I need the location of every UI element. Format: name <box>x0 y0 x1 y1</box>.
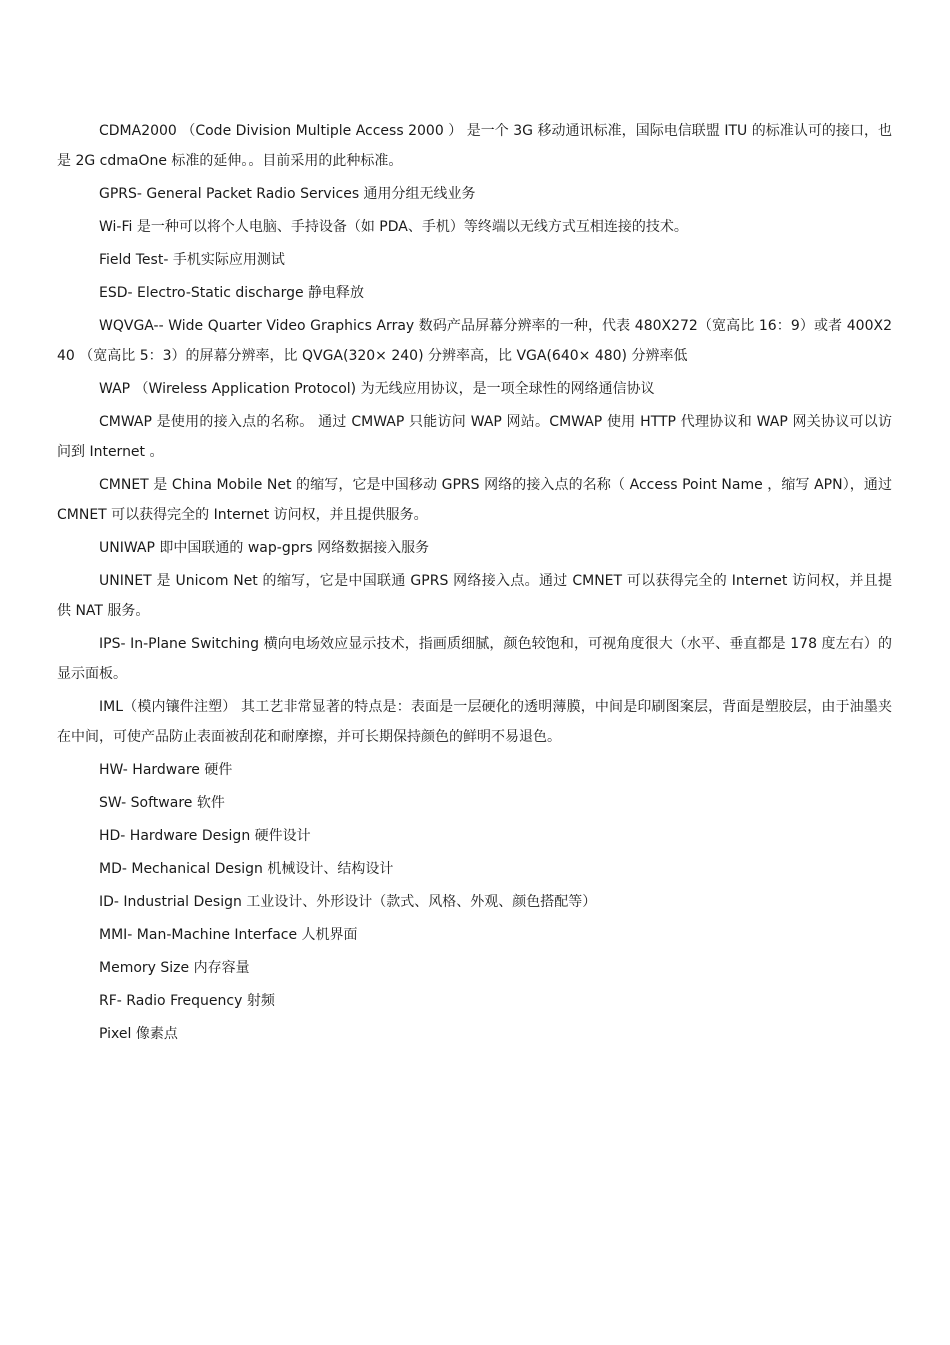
glossary-entry-field-test: Field Test- 手机实际应用测试 <box>99 252 285 268</box>
glossary-entry-sw: SW- Software 软件 <box>99 795 225 811</box>
glossary-entry-mmi: MMI- Man-Machine Interface 人机界面 <box>99 927 358 943</box>
glossary-entry-hw: HW- Hardware 硬件 <box>99 762 233 778</box>
glossary-entry-wap: WAP （Wireless Application Protocol) 为无线应用协议，是一项全球性的网络通信协议 <box>99 381 655 397</box>
glossary-entry-cdma2000: CDMA2000 （Code Division Multiple Access 2000 ） 是一个 3G 移动通讯标准，国际电信联盟 ITU 的标准认可的接口，也是 2G cdmaOne 标准的延伸。。目前采用的此种标准。 <box>57 123 892 169</box>
glossary-entry-iml: IML（模内镶件注塑） 其工艺非常显著的特点是：表面是一层硬化的透明薄膜，中间是印刷图案层，背面是塑胶层，由于油墨夹在中间，可使产品防止表面被刮花和耐摩擦，并可长期保持颜色的鲜明不易退色。 <box>57 699 892 745</box>
glossary-entry-pixel: Pixel 像素点 <box>99 1026 178 1042</box>
glossary-entry-md: MD- Mechanical Design 机械设计、结构设计 <box>99 861 394 877</box>
glossary-entry-wifi: Wi-Fi 是一种可以将个人电脑、手持设备（如 PDA、手机）等终端以无线方式互相连接的技术。 <box>99 219 688 235</box>
glossary-entry-gprs: GPRS- General Packet Radio Services 通用分组无线业务 <box>99 186 476 202</box>
glossary-list <box>57 116 892 1052</box>
glossary-entry-id: ID- Industrial Design 工业设计、外形设计（款式、风格、外观、颜色搭配等） <box>99 894 597 910</box>
glossary-entry-rf: RF- Radio Frequency 射频 <box>99 993 275 1009</box>
glossary-entry-cmnet: CMNET 是 China Mobile Net 的缩写，它是中国移动 GPRS 网络的接入点的名称（ Access Point Name ，缩写 APN），通过 CMNET 可以获得完全的 Internet 访问权，并且提供服务。 <box>57 477 892 523</box>
glossary-entry-cmwap: CMWAP 是使用的接入点的名称。 通过 CMWAP 只能访问 WAP 网站。CMWAP 使用 HTTP 代理协议和 WAP 网关协议可以访问到 Internet 。 <box>57 414 892 460</box>
glossary-entry-esd: ESD- Electro-Static discharge 静电释放 <box>99 285 365 301</box>
glossary-entry-hd: HD- Hardware Design 硬件设计 <box>99 828 311 844</box>
glossary-entry-ips: IPS- In-Plane Switching 横向电场效应显示技术，指画质细腻，颜色较饱和，可视角度很大（水平、垂直都是 178 度左右）的显示面板。 <box>57 636 892 682</box>
glossary-entry-uninet: UNINET 是 Unicom Net 的缩写，它是中国联通 GPRS 网络接入点。通过 CMNET 可以获得完全的 Internet 访问权，并且提供 NAT 服务。 <box>57 573 892 619</box>
glossary-entry-memory-size: Memory Size 内存容量 <box>99 960 250 976</box>
glossary-entry-wqvga: WQVGA-- Wide Quarter Video Graphics Array 数码产品屏幕分辨率的一种，代表 480X272（宽高比 16：9）或者 400X240 （宽高比 5：3）的屏幕分辨率，比 QVGA(320× 240) 分辨率高，比 VGA(640× 480) 分辨率低 <box>57 318 892 364</box>
glossary-entry-uniwap: UNIWAP 即中国联通的 wap-gprs 网络数据接入服务 <box>99 540 430 556</box>
